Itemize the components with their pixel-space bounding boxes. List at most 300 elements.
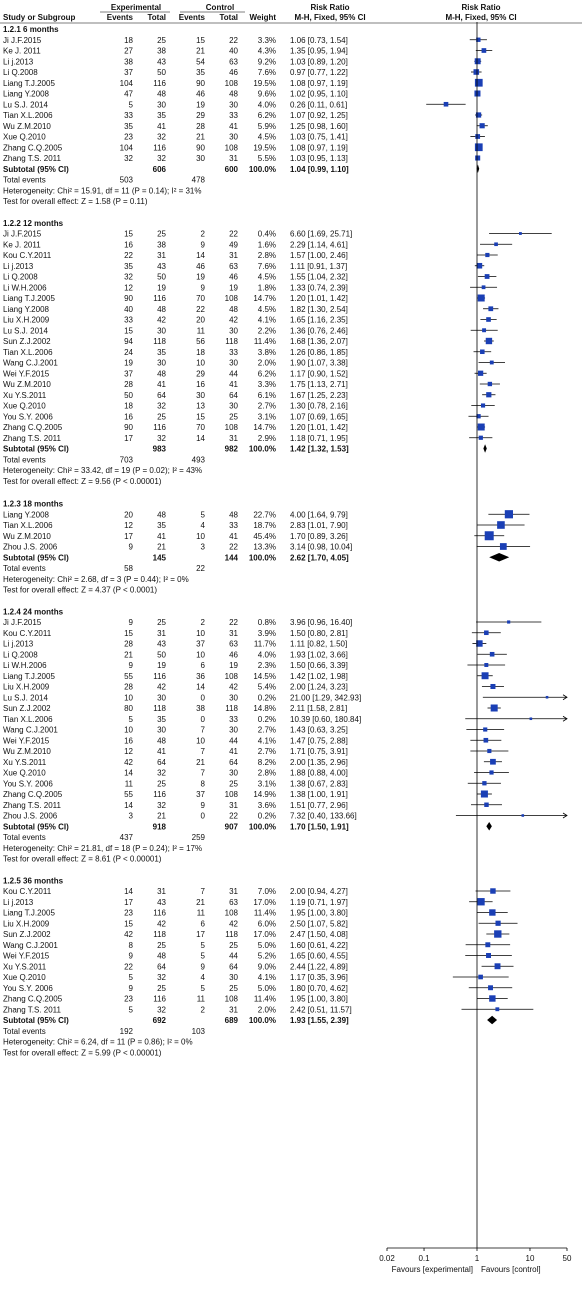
subgroup-title: 1.2.3 18 months (3, 499, 64, 509)
total-events-ctrl: 493 (191, 455, 205, 465)
point-estimate (495, 921, 500, 926)
study-mark (474, 58, 481, 64)
subtotal-label: Subtotal (95% CI) (3, 822, 69, 832)
weight: 14.7% (253, 423, 276, 432)
table-row (3, 122, 348, 131)
x-tick-label: 10 (525, 1254, 535, 1263)
table-row (3, 683, 348, 692)
point-estimate (505, 510, 513, 518)
exp-total: 32 (157, 768, 166, 778)
exp-events: 17 (124, 433, 133, 443)
favours-experimental-label: Favours [experimental] (391, 1265, 473, 1274)
exp-total: 32 (157, 154, 166, 163)
study-name: Liang T.J.2005 (3, 78, 55, 88)
table-row (3, 661, 348, 670)
risk-ratio-ci: 1.55 [1.04, 2.32] (290, 272, 348, 282)
risk-ratio-ci: 2.83 [1.01, 7.90] (290, 521, 348, 530)
study-mark (474, 90, 480, 96)
ctrl-total: 31 (229, 887, 238, 896)
study-mark (470, 749, 508, 753)
risk-ratio-ci: 1.17 [0.90, 1.52] (290, 369, 348, 379)
weight: 19.5% (253, 78, 276, 88)
ctrl-total: 19 (229, 283, 238, 293)
risk-ratio-ci: 2.29 [1.14, 4.61] (290, 240, 348, 250)
exp-total: 41 (157, 121, 166, 131)
ctrl-events: 5 (200, 510, 205, 520)
risk-ratio-ci: 1.33 [0.74, 2.39] (290, 283, 348, 293)
exp-events: 9 (128, 542, 133, 552)
exp-total: 30 (157, 693, 166, 703)
ctrl-events: 90 (196, 78, 205, 88)
exp-total: 21 (157, 542, 166, 552)
point-estimate (478, 295, 485, 302)
study-mark (479, 921, 518, 926)
weight: 6.0% (257, 919, 276, 929)
table-row (3, 133, 348, 142)
exp-events: 8 (128, 940, 133, 950)
subtotal-ci: 1.70 [1.50, 1.91] (290, 822, 349, 832)
subtotal-diamond (486, 822, 492, 830)
point-estimate (478, 975, 483, 980)
risk-ratio-ci: 1.50 [0.66, 3.39] (290, 661, 348, 670)
subgroup (3, 876, 352, 1057)
total-events-label: Total events (3, 564, 46, 573)
exp-events: 16 (124, 240, 133, 250)
study-mark (482, 392, 495, 397)
ctrl-events: 9 (200, 800, 205, 810)
study-name: Xu Y.S.2011 (3, 962, 47, 972)
weight: 3.3% (257, 35, 276, 45)
study-mark (470, 38, 487, 42)
ctrl-total: 63 (229, 639, 238, 649)
ctrl-events: 9 (200, 240, 205, 250)
study-mark (469, 898, 492, 905)
study-mark (476, 888, 511, 893)
risk-ratio-ci: 2.00 [1.24, 3.23] (290, 682, 348, 692)
control-group-header: Control (205, 3, 235, 12)
exp-events: 17 (124, 897, 133, 907)
point-estimate (475, 58, 481, 64)
table-row (3, 79, 348, 88)
subtotal-ctrl-total: 982 (224, 444, 238, 454)
weight: 2.7% (257, 401, 276, 411)
weight: 11.4% (253, 337, 276, 346)
ctrl-total: 30 (229, 326, 238, 336)
point-estimate (519, 232, 522, 235)
risk-ratio-ci: 1.03 [0.95, 1.13] (290, 154, 348, 163)
weight: 1.8% (257, 283, 276, 293)
study-mark (477, 295, 485, 302)
table-row (3, 391, 348, 400)
table-row (3, 423, 348, 432)
study-mark (474, 349, 492, 354)
weight: 2.9% (257, 433, 276, 443)
subgroup-title: 1.2.2 12 months (3, 218, 64, 228)
risk-ratio-ci: 1.90 [1.07, 3.38] (290, 358, 348, 368)
risk-ratio-ci: 3.96 [0.96, 16.40] (290, 618, 353, 627)
study-name: Lu S.J. 2014 (3, 693, 48, 703)
exp-total: 32 (157, 800, 166, 810)
study-name: Zhang T.S. 2011 (3, 154, 61, 163)
exp-events: 5 (128, 973, 133, 982)
ctrl-events: 21 (196, 897, 205, 907)
exp-events: 15 (124, 229, 133, 239)
exp-events-header: Events (106, 13, 133, 22)
weight: 14.9% (253, 790, 276, 799)
ctrl-events: 70 (196, 423, 205, 432)
exp-events: 3 (128, 811, 133, 821)
ctrl-events: 46 (196, 89, 205, 99)
exp-total: 25 (157, 983, 166, 993)
exp-total: 31 (157, 251, 166, 260)
exp-events: 33 (124, 315, 133, 325)
subtotal-row (3, 822, 349, 831)
study-mark (484, 759, 502, 765)
ctrl-events: 56 (196, 337, 205, 346)
total-events-exp: 58 (124, 564, 133, 573)
ctrl-total: 40 (229, 46, 238, 56)
table-row (3, 909, 348, 918)
exp-events: 15 (124, 326, 133, 336)
exp-events: 21 (124, 650, 133, 660)
risk-ratio-ci: 1.60 [0.61, 4.22] (290, 940, 348, 950)
subtotal-diamond (489, 553, 509, 561)
table-row (3, 887, 348, 896)
weight: 5.9% (257, 121, 276, 131)
weight: 45.4% (253, 531, 276, 541)
ctrl-events: 21 (196, 757, 205, 767)
study-mark (476, 620, 541, 623)
exp-events: 42 (124, 757, 133, 767)
exp-events: 90 (124, 294, 133, 303)
ctrl-total: 118 (225, 704, 238, 713)
exp-events: 23 (124, 994, 133, 1004)
ctrl-total: 41 (229, 531, 238, 541)
ctrl-total: 108 (224, 143, 238, 153)
study-name: Zhou J.S. 2006 (3, 542, 58, 552)
risk-ratio-ci: 1.51 [0.77, 2.96] (290, 800, 348, 810)
risk-ratio-ci: 1.35 [0.95, 1.94] (290, 46, 348, 56)
risk-ratio-ci: 1.02 [0.95, 1.10] (290, 89, 348, 99)
exp-total: 64 (157, 757, 166, 767)
risk-ratio-ci: 1.57 [1.00, 2.46] (290, 251, 348, 260)
point-estimate (522, 814, 525, 817)
risk-ratio-ci: 1.95 [1.00, 3.80] (290, 908, 348, 918)
exp-total: 30 (157, 725, 166, 735)
exp-events: 9 (128, 618, 133, 627)
ctrl-events: 5 (200, 983, 205, 993)
ctrl-total: 30 (229, 693, 238, 703)
exp-events: 23 (124, 908, 133, 918)
weight: 3.1% (257, 412, 276, 422)
heterogeneity-text: Heterogeneity: Chi² = 2.68, df = 3 (P = 0.44); I² = 0% (3, 574, 189, 584)
study-mark (468, 414, 488, 418)
ctrl-total: 64 (229, 390, 238, 400)
exp-total: 42 (157, 919, 166, 929)
exp-total: 41 (157, 380, 166, 389)
ctrl-total: 108 (224, 294, 238, 303)
point-estimate (477, 898, 484, 905)
table-row (3, 984, 348, 993)
subtotal-exp-total: 145 (152, 553, 166, 563)
ctrl-events: 15 (196, 412, 205, 422)
weight: 4.0% (257, 650, 276, 660)
study-name: Wang C.J.2001 (3, 358, 58, 368)
study-mark (475, 143, 483, 151)
subtotal-ctrl-total: 144 (224, 553, 238, 563)
exp-total: 32 (157, 401, 166, 411)
study-name: Sun Z.J.2002 (3, 337, 51, 346)
study-name: Kou C.Y.2011 (3, 628, 52, 638)
study-mark (482, 963, 514, 969)
point-estimate (486, 392, 491, 397)
ctrl-total: 48 (229, 510, 238, 520)
study-name: Xue Q.2010 (3, 973, 46, 982)
table-row (3, 715, 361, 724)
point-estimate (486, 953, 491, 958)
point-estimate (485, 942, 490, 947)
ctrl-events: 37 (196, 639, 205, 649)
weight: 4.5% (257, 304, 276, 314)
risk-ratio-ci: 1.80 [0.70, 4.62] (290, 983, 348, 993)
ctrl-total: 30 (229, 358, 238, 368)
x-tick-label: 1 (474, 1254, 480, 1263)
exp-events: 9 (128, 983, 133, 993)
table-row (3, 230, 352, 239)
exp-total: 35 (157, 111, 166, 120)
study-name: Wei Y.F.2015 (3, 369, 50, 379)
study-mark (477, 424, 485, 431)
subtotal-ctrl-total: 689 (224, 1016, 238, 1025)
ctrl-events: 6 (200, 661, 205, 670)
weight: 4.1% (257, 973, 276, 982)
exp-events: 12 (124, 283, 133, 293)
study-name: Li j.2013 (3, 57, 34, 67)
weight: 2.8% (257, 768, 276, 778)
study-name: Wu Z.M.2010 (3, 531, 51, 541)
table-row (3, 962, 348, 971)
risk-ratio-ci: 1.71 [0.75, 3.91] (290, 747, 348, 756)
risk-ratio-header: Risk Ratio (310, 3, 350, 12)
table-row (3, 995, 348, 1004)
ctrl-total: 108 (224, 908, 238, 918)
ctrl-total: 48 (229, 89, 238, 99)
study-mark (477, 652, 506, 657)
table-row (3, 704, 347, 713)
subtotal-weight: 100.0% (248, 1016, 276, 1025)
table-row (3, 650, 348, 659)
ctrl-total: 33 (229, 521, 238, 530)
exp-total: 41 (157, 747, 166, 756)
study-name: Ke J. 2011 (3, 240, 41, 250)
exp-total: 25 (157, 35, 166, 45)
ctrl-events: 46 (196, 261, 205, 271)
risk-ratio-ci: 1.36 [0.76, 2.46] (290, 326, 348, 336)
study-name: Zhang C.Q.2005 (3, 423, 63, 432)
ctrl-total: 44 (229, 736, 238, 746)
subgroup (3, 607, 361, 863)
ctrl-total: 31 (229, 628, 238, 638)
study-name: Wang C.J.2001 (3, 940, 58, 950)
risk-ratio-ci: 2.42 [0.51, 11.57] (290, 1005, 352, 1015)
risk-ratio-ci: 1.50 [0.80, 2.81] (290, 628, 348, 638)
table-row (3, 111, 348, 120)
subtotal-exp-total: 692 (152, 1016, 166, 1025)
point-estimate (482, 781, 486, 785)
subtotal-weight: 100.0% (248, 444, 276, 454)
exp-total: 118 (153, 704, 166, 713)
risk-ratio-ci: 1.08 [0.97, 1.19] (290, 143, 348, 153)
study-name: Ji J.F.2015 (3, 618, 42, 627)
study-name: Wang C.J.2001 (3, 725, 58, 735)
ctrl-events: 7 (200, 747, 205, 756)
exp-total: 48 (157, 951, 166, 961)
subtotal-ci: 2.62 [1.70, 4.05] (290, 553, 349, 563)
point-estimate (487, 749, 491, 753)
table-row (3, 640, 347, 649)
x-tick-label: 50 (562, 1254, 572, 1263)
subtotal-row (3, 1016, 349, 1025)
overall-effect-text: Test for overall effect: Z = 1.58 (P = 0.11) (3, 197, 148, 206)
exp-events: 94 (124, 337, 133, 346)
ctrl-events: 5 (200, 940, 205, 950)
ctrl-events: 14 (196, 682, 205, 692)
exp-events: 17 (124, 531, 133, 541)
exp-total: 38 (157, 240, 166, 250)
ctrl-events: 0 (200, 811, 205, 821)
ctrl-events: 90 (196, 143, 205, 153)
exp-total: 64 (157, 390, 166, 400)
ctrl-events: 30 (196, 154, 205, 163)
exp-total: 25 (157, 229, 166, 239)
exp-total: 25 (157, 779, 166, 789)
subtotal-ci: 1.04 [0.99, 1.10] (290, 164, 349, 174)
study-name: You S.Y. 2006 (3, 779, 53, 789)
weight: 2.2% (257, 326, 276, 336)
ctrl-total: 30 (229, 768, 238, 778)
exp-events: 5 (128, 100, 133, 110)
study-name: Zhang C.Q.2005 (3, 790, 63, 799)
table-row (3, 294, 348, 303)
total-events-row (3, 176, 206, 185)
table-row (3, 57, 348, 66)
table-row (3, 380, 348, 389)
study-mark (456, 813, 567, 818)
exp-events: 15 (124, 919, 133, 929)
point-estimate (474, 90, 480, 96)
total-events-row (3, 1027, 206, 1036)
table-row (3, 283, 348, 292)
study-name: Wei Y.F.2015 (3, 951, 50, 961)
risk-ratio-ci: 0.26 [0.11, 0.61] (290, 100, 348, 110)
ctrl-total: 31 (229, 433, 238, 443)
exp-events: 22 (124, 962, 133, 972)
ctrl-events: 19 (196, 272, 205, 282)
study-mark (426, 102, 465, 107)
ctrl-total: 108 (224, 790, 238, 799)
ctrl-events: 13 (196, 401, 205, 411)
ctrl-total: 25 (229, 940, 238, 950)
total-events-ctrl: 22 (196, 564, 205, 573)
study-name: Liu X.H.2009 (3, 315, 50, 325)
table-row (3, 521, 348, 530)
weight: 14.7% (253, 294, 276, 303)
exp-events: 104 (119, 143, 133, 153)
ctrl-total: 63 (229, 261, 238, 271)
ctrl-total: 118 (225, 930, 238, 939)
exp-total: 116 (153, 790, 166, 799)
ctrl-total: 30 (229, 132, 238, 142)
table-row (3, 1005, 352, 1014)
exp-events: 16 (124, 412, 133, 422)
ctrl-events: 28 (196, 121, 205, 131)
weight: 5.4% (257, 682, 276, 692)
exp-total: 30 (157, 100, 166, 110)
table-row (3, 726, 348, 735)
risk-ratio-ci: 4.00 [1.64, 9.79] (290, 510, 348, 520)
weight: 18.7% (253, 521, 276, 530)
ctrl-events: 11 (196, 994, 205, 1004)
point-estimate (490, 361, 494, 365)
ctrl-events: 10 (196, 736, 205, 746)
exp-total: 30 (157, 326, 166, 336)
ctrl-total: 25 (229, 983, 238, 993)
ctrl-total: 42 (229, 682, 238, 692)
total-events-row (3, 564, 206, 573)
point-estimate (546, 696, 549, 699)
study-column-header: Study or Subgroup (3, 13, 76, 22)
ctrl-events-header: Events (178, 13, 205, 22)
study-mark (468, 781, 501, 785)
subtotal-row (3, 165, 349, 174)
ctrl-total: 108 (224, 78, 238, 88)
favours-control-label: Favours [control] (481, 1265, 541, 1274)
study-name: Liang Y.2008 (3, 89, 49, 99)
exp-events: 28 (124, 682, 133, 692)
ctrl-events: 11 (196, 908, 205, 918)
exp-events: 55 (124, 790, 133, 799)
weight: 0.4% (257, 229, 276, 239)
subtotal-ci: 1.93 [1.55, 2.39] (290, 1016, 349, 1025)
total-events-row (3, 833, 206, 842)
ctrl-events: 10 (196, 358, 205, 368)
overall-effect-text: Test for overall effect: Z = 4.37 (P < 0.0001) (3, 585, 158, 595)
point-estimate (489, 995, 495, 1001)
weight: 4.1% (257, 315, 276, 325)
point-estimate (507, 620, 510, 623)
weight: 2.0% (257, 358, 276, 368)
weight: 5.5% (257, 154, 276, 163)
total-events-ctrl: 103 (191, 1026, 205, 1036)
risk-ratio-ci: 2.11 [1.58, 2.81] (290, 704, 348, 713)
ctrl-events: 54 (196, 57, 205, 67)
weight: 22.7% (253, 510, 276, 520)
risk-ratio-ci: 1.07 [0.69, 1.65] (290, 412, 348, 422)
subtotal-weight: 100.0% (248, 822, 276, 832)
ctrl-total: 108 (224, 423, 238, 432)
study-mark (475, 155, 480, 160)
exp-events: 19 (124, 358, 133, 368)
table-row (3, 618, 352, 627)
risk-ratio-ci: 1.38 [0.67, 2.83] (290, 779, 348, 789)
table-row (3, 758, 348, 767)
table-row (3, 510, 348, 519)
ctrl-total: 30 (229, 100, 238, 110)
exp-total: 25 (157, 412, 166, 422)
study-name: Ke J. 2011 (3, 46, 41, 56)
ctrl-total: 31 (229, 1005, 238, 1015)
table-row (3, 952, 348, 961)
